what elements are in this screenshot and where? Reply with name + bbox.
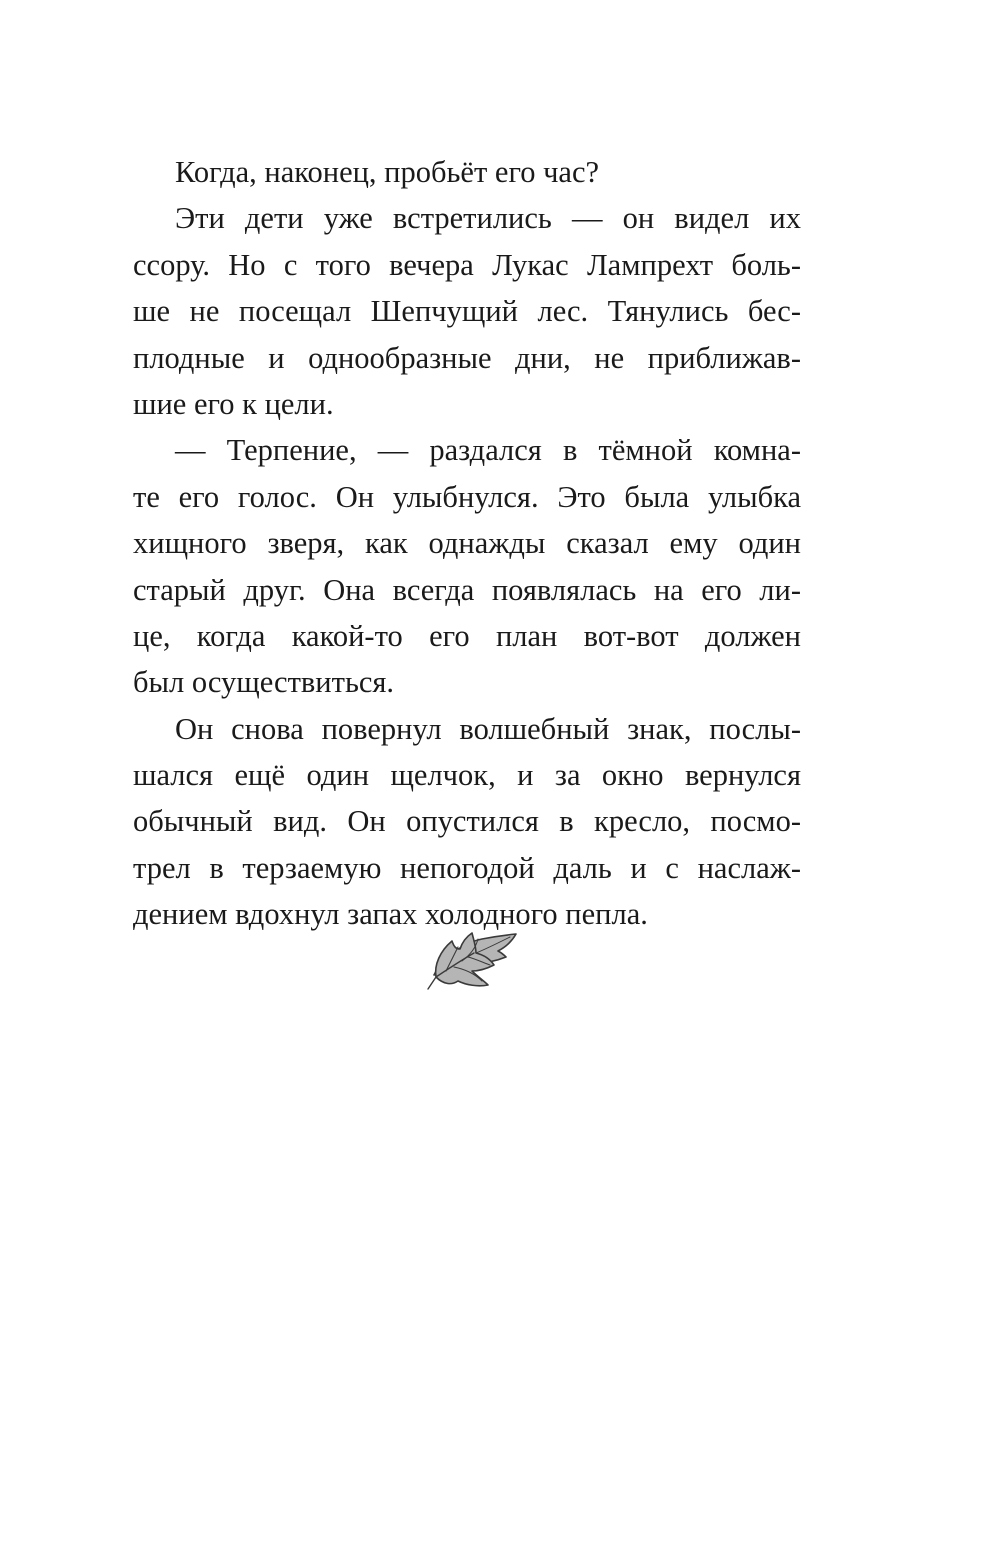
text-line: Он снова повернул волшебный знак, послы- — [175, 711, 801, 746]
text-line: хищного зверя, как однажды сказал ему один — [133, 526, 801, 561]
text-line: ше не посещал Шепчущий лес. Тянулись бес- — [133, 294, 801, 329]
text-line: обычный вид. Он опустился в кресло, посмо- — [133, 804, 801, 839]
text-line: це, когда какой-то его план вот-вот должен — [133, 618, 801, 653]
text-line: те его голос. Он улыбнулся. Это была улыбка — [133, 479, 801, 514]
body-text — [133, 149, 801, 938]
text-line: старый друг. Она всегда появлялась на его ли- — [133, 572, 801, 607]
text-line: шие его к цели. — [133, 386, 334, 421]
text-line: дением вдохнул запах холодного пепла. — [133, 897, 648, 932]
text-line: Когда, наконец, пробьёт его час? — [175, 155, 600, 189]
text-line: плодные и однообразные дни, не приближав- — [133, 340, 801, 375]
text-line: Эти дети уже встретились — он видел их — [175, 201, 801, 236]
text-line: шался ещё один щелчок, и за окно вернулся — [133, 758, 801, 793]
text-line: ссору. Но с того вечера Лукас Лампрехт боль- — [133, 247, 801, 282]
text-line: трел в терзаемую непогодой даль и с наслаж- — [133, 850, 801, 885]
text-line: — Терпение, — раздался в тёмной комна- — [175, 433, 801, 468]
leaf-icon — [420, 925, 520, 995]
text-line: был осуществиться. — [133, 665, 395, 700]
